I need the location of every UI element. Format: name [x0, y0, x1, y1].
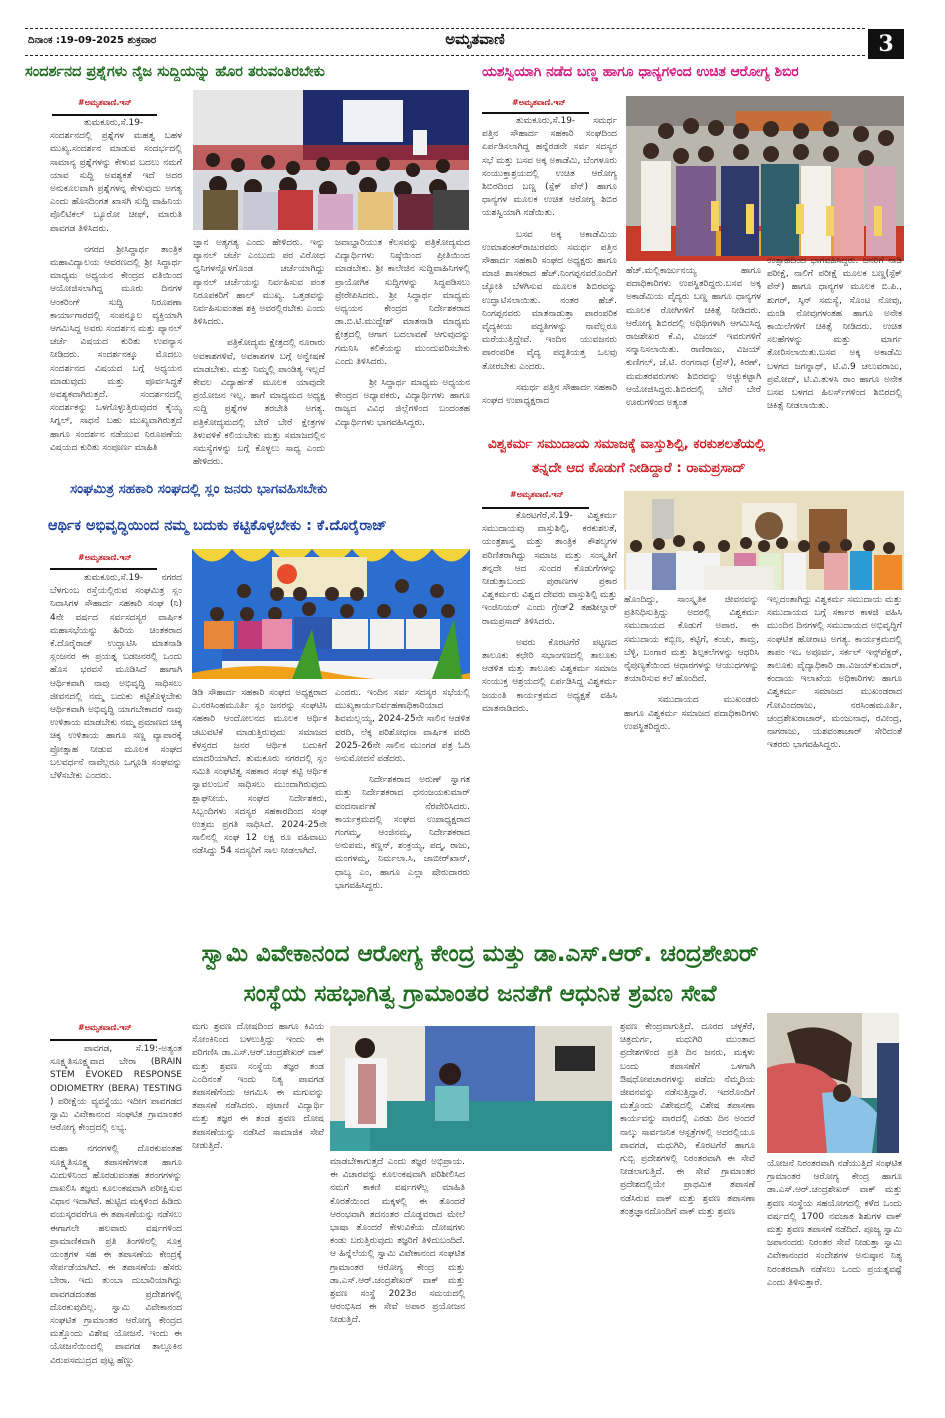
article-column — [192, 1021, 324, 1393]
paragraph: ಸಮರ್ಥ ಪತ್ತಿನ ಸೌಹಾರ್ದ ಸಹಕಾರಿ ಸಂಘದ ಉಪಾಧ್ಯಕ್ಷರಾದ — [482, 382, 617, 407]
headline-sanghamitra: ಆರ್ಥಿಕ ಅಭಿವೃದ್ಧಿಯಿಂದ ನಮ್ಮ ಬದುಕು ಕಟ್ಟಿಕೊಳ್ಳಬೇಕು : ಕೆ.ದೊರೈರಾಜ್ — [48, 518, 387, 534]
paragraph: ಹೆಚ್.ಮಲ್ಲಿಕಾರ್ಜುನಯ್ಯ ಹಾಗೂ ಪದಾಧಿಕಾರಿಗಳು ಉಪಸ್ಥಿತರಿದ್ದರು.ಬಸವ ಅಕ್ಕ ಅಕಾಡೆಮಿಯ ವೈದ್ಯರು ಬಣ್ಣ ಹಾಗೂ ಧಾನ್ಯಗಳ ಮೂಲಕ ರೋಗಿಗಳಿಗೆ ಚಿಕಿತ್ಸೆ ನೀಡಿದರು. ಆರೋಗ್ಯ ಶಿಬಿರದಲ್ಲಿ ಅಧಿಥಿಗಳಾಗಿ ಆಗಮಿಸಿದ್ದ ರಾಜಶೇಖರ ಕೆ.ವಿ, ವಿಜಯ್ ಇವರುಗಳಿಗೆ ಸನ್ಮಾನಿಸಲಾಯಿತು. ರಾಣಿರಾಜು, ವಿಜಯ್ ಕುಣಿಗಲ್, ಜೆ.ಟಿ. ರಂಗನಾಥ (ಪ್ರೆಸ್), ಕಿರಣ್, ಮಮತರವರುಗಳು ಶಿಬಿರವನ್ನು ಅಚ್ಚುಕಟ್ಟಾಗಿ ಆಯೋಜಿಸಿದ್ದರು.ಶಿಬಿರದಲ್ಲಿ ಬೇರೆ ಬೇರೆ ಊರುಗಳಿಂದ ಅತ್ಯಂತ — [626, 266, 761, 409]
article-column — [50, 572, 182, 922]
photo-sanghamitra-meeting — [192, 549, 470, 679]
byline-rule — [52, 114, 157, 116]
paragraph: ತುಮಕೂರು,ಸೆ.19- ನಗರದ ಬೆಳಗುಂಬ ರಸ್ತೆಯಲ್ಲಿರುವ ಸಂಘಮಿತ್ರ ಸ್ಲಂ ನಿವಾಸಿಗಳ ಸೌಹಾರ್ದ ಸಹಕಾರಿ ಸಂಘ (ನಿ) 4ನೇ ವರ್ಷದ ಸರ್ವಸದಸ್ಯರ ವಾರ್ಷಿಕ ಮಹಾಸಭೆಯನ್ನು ಹಿರಿಯ ಚಿಂತಕರಾದ ಕೆ.ದೊರೈರಾಜ್ ಉದ್ಘಾಟಿಸಿ ಮಾತನಾಡಿ ಸ್ಲಂಜನರ ಈ ಪ್ರಯತ್ನ ಬಡಜನರಲ್ಲಿ ಒಂದು ಹೊಸ ಭರವಸೆ ಮೂಡಿಸಿದೆ ಹಾಗಾಗಿ ಆರ್ಥಿಕವಾಗಿ ನಾವು ಅಭಿವೃದ್ಧಿ ಸಾಧಿಸಲು ಜೀವನದಲ್ಲಿ ನಮ್ಮ ಬದುಕು ಕಟ್ಟಿಕೊಳ್ಳಬೇಕು ಆರ್ಥಿಕವಾಗಿ ಅಭಿವೃದ್ಧಿ ಯಾಗಬೇಕಾದರೆ ನಾವು ಉಳಿತಾಯ ಮಾಡಬೇಕು ನಮ್ಮ ಪ್ರಮಾಣದ ಚಿಕ್ಕ ಚಿಕ್ಕ ಉಳಿತಾಯ ಹಾಗೂ ಸಣ್ಣ ವ್ಯಾಪಾರಕ್ಕೆ ಪ್ರೋತ್ಸಾಹ ನೀಡುವ ಮೂಲಕ ಸಂಘದ ಬಲವರ್ಧನೆ ನಾವೆಲ್ಲರೂ ಒಗ್ಗೂಡಿ ಸಂಘವನ್ನು ಬೆಳೆಸಬೇಕು ಎಂದರು. — [50, 573, 182, 782]
paragraph: ಅವರು ಕೊರಟಗೆರೆ ಪಟ್ಟಣದ ತಾಲೂಕು ಕಛೇರಿ ಸಭಾಂಗಣದಲ್ಲಿ ತಾಲೂಕು ಆಡಳಿತ ಮತ್ತು ತಾಲೂಕು ವಿಶ್ವಕರ್ಮ ಸಮಾಜ ಸಂಯುಕ್ತ ಆಶ್ರಯದಲ್ಲಿ ಏರ್ಪಡಿಸಿದ್ದ ವಿಶ್ವಕರ್ಮ ಜಯಂತಿ ಕಾರ್ಯಕ್ರಮದ ಅಧ್ಯಕ್ಷತೆ ವಹಿಸಿ ಮಾತನಾಡಿದರು. — [482, 637, 617, 714]
paragraph: ಯೋಜನೆ ನಿರಂತರವಾಗಿ ನಡೆಯುತ್ತಿದೆ ಸಂಘಟಿತ ಗ್ರಾಮಾಂತರ ಆರೋಗ್ಯ ಕೇಂದ್ರ ಹಾಗೂ ಡಾ.ಎಸ್.ಆರ್.ಚಂದ್ರಶೇಖರ್ ವಾಕ್ ಮತ್ತು ಶ್ರವಣ ಸಂಸ್ಥೆಯ ಸಹಯೋಗದಲ್ಲಿ ಕಳೆದ ಒಂದು ವರ್ಷದಲ್ಲಿ 1700 ನವಜಾತ ಶಿಶುಗಳ ವಾಕ್ ಮತ್ತು ಶ್ರವಣ ತಪಾಸಣೆ ನಡೆದಿದೆ. ಪೂಜ್ಯ ಸ್ವಾಮಿ ಜಪಾನಂದರು ನಿರಂತರ ಸೇವೆ ನೀಡುತ್ತಾ ಸ್ವಾಮಿ ವಿವೇಕಾನಂದರ ಸಂದೇಶಗಳ ಅನುಷ್ಠಾನ ನಿತ್ಯ ನಿರಂತರವಾಗಿ ನಡೆಸಲು ಒಂದು ಪ್ರಯತ್ನವಷ್ಟೆ ಎಂದು ತಿಳಿಸುತ್ತಾರೆ. — [767, 1159, 902, 1288]
paragraph: ಶ್ರವಣ ಕೇಂದ್ರವಾಗುತ್ತಿದೆ. ದೂರದ ಚಳ್ಳಕೆರೆ, ಚಿತ್ರದುರ್ಗ, ಮಧುಗಿರಿ ಮುಂತಾದ ಪ್ರದೇಶಗಳಿಂದ ಪ್ರತಿ ದಿನ ಜನರು, ಮಕ್ಕಳು ಬಂದು ತಪಾಸಣೆಗೆ ಒಳಗಾಗಿ ಔಷಧೋಪಚಾರಗಳನ್ನು ಪಡೆದು ನೆಮ್ಮದಿಯ ಜೀವನವನ್ನು ನಡೆಸುತ್ತಿದ್ದಾರೆ. ಇದರೊಂದಿಗೆ ಮತ್ತೊಂದು ವಿಶೇಷದಲ್ಲಿ ವಿಶೇಷ ತಪಾಸಣಾ ಕಾರ್ಯವನ್ನು ವಾರದಲ್ಲಿ ಎರಡು ದಿನ ಅಂದರೆ ನಾಲ್ಕು ಸಾರ್ವಜನಿಕ ಆಸ್ಪತ್ರೆಗಳಲ್ಲಿ ಅದರಲ್ಲಿಯೂ ಪಾವಗಡ, ಮಧುಗಿರಿ, ಕೊರಟಗೆರೆ ಹಾಗೂ ಗುಬ್ಬಿ ಪ್ರದೇಶಗಳಲ್ಲಿ ನಿರಂತರವಾಗಿ ಈ ಸೇವೆ ನೀಡಲಾಗುತ್ತಿದೆ. ಈ ಸೇವೆ ಗ್ರಾಮಾಂತರ ಪ್ರದೇಶದಲ್ಲಿಯೇ ಪ್ರಾಥಮಿಕ ತಪಾಸಣೆ ನಡೆಸಿರುವ ವಾಕ್ ಮತ್ತು ಶ್ರವಣ ತಪಾಸಣಾ ತಂತ್ರಜ್ಞಾನದೊಂದಿಗೆ ವಾಕ್ ಮತ್ತು ಶ್ರವಣ — [620, 1022, 755, 1217]
byline: #ಅಮೃತವಾಣಿ.ಇನ್ — [510, 490, 564, 499]
article-column — [482, 510, 617, 925]
paragraph: ಬಸವ ಅಕ್ಕ ಅಕಾಡೆಮಿಯ ಉಮಾಶಂಕರ್‌ರಾಜುರವರು ಸಮರ್ಥ ಪತ್ತಿನ ಸೌಹಾರ್ದ ಸಹಕಾರಿ ಸಂಘದ ಅಧ್ಯಕ್ಷರು ಹಾಗೂ ಮಾಜಿ ಶಾಸಕರಾದ ಹೆಚ್.ನಿಂಗಪ್ಪನವರೊಂದಿಗೆ ಜ್ಯೋತಿ ಬೆಳಗಿಸುವ ಮೂಲಕ ಶಿಬಿರವನ್ನು ಉದ್ಘಾಟಿಸಲಾಯಿತು. ನಂತರ ಹೆಚ್. ನಿಂಗಪ್ಪನವರು ಮಾತನಾಡುತ್ತಾ ಪಾರಂಪರಿಕ ವೈದ್ಯಕೀಯ ಪದ್ಧತಿಗಳನ್ನು ನಾವೆಲ್ಲರೂ ಮರೆಯುತ್ತಿದ್ದೇವೆ. ಇಂದಿನ ಯುವಜನರು ಪಾರಂಪರಿಕ ವೈದ್ಯ ಪದ್ಧತಿಯತ್ತ ಒಲವು ತೋರಬೇಕು ಎಂದರು. — [482, 229, 617, 372]
paragraph: ಮಾಡಬೇಕಾಗುತ್ತದೆ ಎಂದು ತಜ್ಞರ ಅಭಿಪ್ರಾಯ. ಈ ವಿಚಾರವನ್ನು ಕೂಲಂಕಷವಾಗಿ ಪರಿಶೀಲಿಸಿದ ನಮಗೆ ಕಾಕಣಿ ವರ್ಷಗಳೆಲ್ಲ ಮಾಹಿತಿ ಕೊರತೆಯಿಂದ ಮಕ್ಕಳಲ್ಲಿ ಈ ತೊಂದರೆ ಆರಂಭವಾಗಿ ತದನಂತರ ದೊಡ್ಡವರಾದ ಮೇಲೆ ಭಾಷಾ ತೊಂದರೆ ಕೇಳುವಿಕೆಯ ದೋಷಗಳು ಕಂಡು ಬರುತ್ತಿರುವುದು ತಜ್ಞರಿಗೆ ತಿಳಿದುಬಂದಿದೆ. ಆ ಹಿನ್ನೆಲೆಯಲ್ಲಿ ಸ್ವಾಮಿ ವಿವೇಕಾನಂದ ಸಂಘಟಿತ ಗ್ರಾಮಾಂತರ ಆರೋಗ್ಯ ಕೇಂದ್ರ ಮತ್ತು ಡಾ.ಎಸ್.ಆರ್.ಚಂದ್ರಶೇಖರ್ ವಾಕ್ ಮತ್ತು ಶ್ರವಣ ಸಂಸ್ಥೆ 2023ರ ಸಮಯದಲ್ಲಿ ಆರಂಭಿಸಿದ ಈ ಸೇವೆ ಅಪಾರ ಪ್ರಯೋಜನ ನೀಡುತ್ತಿದೆ. — [330, 1157, 465, 1326]
paragraph: ತುಮಕೂರು,ಸೆ.19- ಸಂದರ್ಶನದಲ್ಲಿ ಪ್ರಶ್ನೆಗಳ ಮಹತ್ವ ಬಹಳ ಮುಖ್ಯ.ಸಂದರ್ಶನ ಮಾಡುವ ಸಂದರ್ಭದಲ್ಲಿ ಸಾಮಾನ್ಯ ಪ್ರಶ್ನೆಗಳನ್ನು ಕೇಳುವ ಬದಲು ನಮಗೆ ಯಾವ ಸುದ್ದಿ ಅವಶ್ಯಕತೆ ಇದೆ ಅದರ ಅನುಕೂಲವಾಗಿ ಪ್ರಶ್ನೆಗಳನ್ನ ಕೇಳುವುದು ಅಗತ್ಯ ಎಂದು ಹೊಸದಿಂಗತ ಖಾಸಗಿ ಸುದ್ದಿ ವಾಹಿನಿಯ ಪೊಲಿಟಿಕಲ್ ಬ್ಯೂರೋ ಚೀಫ್, ಮಾರುತಿ ಪಾವಗಡ ತಿಳಿಸಿದರು. — [50, 118, 182, 234]
paragraph: ತುಮಕೂರು,ಸೆ.19- ಸಮರ್ಥ ಪತ್ತಿನ ಸೌಹಾರ್ದ ಸಹಕಾರಿ ಸಂಘದಿಂದ ಏರ್ಪಡಿಸಲಾಗಿದ್ದ ಹನ್ನೆರಡನೇ ಸರ್ವ ಸದಸ್ಯರ ಸಭೆ ಮತ್ತು ಬಸವ ಅಕ್ಕ ಅಕಾಡೆಮಿ, ಬೆಂಗಳೂರು ಸಂಯುಕ್ತಾಶ್ರಯದಲ್ಲಿ ಉಚಿತ ಆರೋಗ್ಯ ಶಿಬಿರದಿಂದ ಬಣ್ಣ (ಸ್ಪೆಕ್ ಪೆನ್) ಹಾಗೂ ಧಾನ್ಯಗಳ ಮೂಲಕ ಉಚಿತ ಆರೋಗ್ಯ ಶಿಬಿರ ಯಶಸ್ವಿಯಾಗಿ ನಡೆಯಿತು. — [482, 116, 617, 219]
byline: #ಅಮೃತವಾಣಿ.ಇನ್ — [78, 553, 132, 562]
masthead-bottom-rule — [25, 55, 865, 56]
paragraph: ನಿರ್ದೇಶಕರಾದ ಅರುಣ್ ಸ್ವಾಗತ ಮತ್ತು ನಿರ್ದೇಶಕರಾದ ಧನಂಜಯಕುಮಾರ್ ವಂದನಾರ್ಪಣೆ ನೆರವೇರಿಸಿದರು. ಕಾರ್ಯಕ್ರಮದಲ್ಲಿ ಸಂಘದ ಉಪಾಧ್ಯಕ್ಷರಾದ ಗಂಗಮ್ಮ, ಆಂಜಿನಮ್ಮ, ನಿರ್ದೇಶಕರಾದ ಅನುಪಮ, ಕಣ್ಣನ್, ಶಂಕ್ರಯ್ಯ, ಪದ್ಮ, ರಾಜು, ಮಂಗಳಮ್ಮ, ನಿರ್ಮಲಾ.ಸಿ, ಜಾಬೀರ್‌ಖಾನ್, ಧಾಬ್ಯ ಎಂ, ಹಾಗೂ ಎಲ್ಲಾ ಷೇರುದಾರರು ಭಾಗವಹಿಸಿದ್ದರು. — [335, 775, 470, 891]
article-column — [624, 594, 759, 924]
photo-health-camp-group — [626, 96, 904, 261]
article-column — [50, 1043, 182, 1393]
headline-vishwakarma-line2: ತನ್ನದೇ ಆದ ಕೊಡುಗೆ ನೀಡಿದ್ದಾರೆ : ರಾಮಪ್ರಸಾದ್ — [532, 460, 746, 476]
paragraph: ಪಾವಗಡ, ಸೆ.19:-ಅತ್ಯಂತ ಸೂಕ್ಷ್ಮತಿಸೂಕ್ಷ್ಮವಾದ ಬೇರಾ (BRAIN STEM EVOKED RESPONSE ODIOMETRY (BERA) TESTING ) ಪರೀಕ್ಷೆಯ ವ್ಯವಸ್ಥೆಯು ಇದೀಗ ಪಾವಗಡದ ಸ್ವಾಮಿ ವಿವೇಕಾನಂದ ಸಂಘಟಿತ ಗ್ರಾಮಾಂತರ ಆರೋಗ್ಯ ಕೇಂದ್ರದಲ್ಲಿ ಲಭ್ಯ. — [50, 1044, 182, 1134]
paragraph: ಎಂದರು. ಇಂದಿನ ಸರ್ವ ಸದಸ್ಯರ ಸಭೆಯಲ್ಲಿ ಮುಖ್ಯಕಾರ್ಯನಿರ್ವಹಣಾಧಿಕಾರಿಯಾದ ಶಿವಮಲ್ಲಯ್ಯ, 2024-25ನೇ ಸಾಲಿನ ಆಡಳಿತ ವರದಿ, ಲೆಕ್ಕ ಪರಿಶೋಧನಾ ವಾರ್ಷಿಕ ವರದಿ 2025-26ನೇ ಸಾಲಿನ ಮುಂಗಡ ಪತ್ರ ಓದಿ ಅನುಮೋದನೆ ಪಡೆದರು. — [335, 688, 470, 765]
headline-hearing-line2: ಸಂಸ್ಥೆಯ ಸಹಭಾಗಿತ್ವ ಗ್ರಾಮಾಂತರ ಜನತೆಗೆ ಆಧುನಿಕ ಶ್ರವಣ ಸೇವೆ — [243, 981, 717, 1007]
article-column — [330, 1156, 465, 1393]
photo-vishwakarma-group — [624, 491, 904, 590]
photo-doctor-with-child — [330, 1026, 612, 1151]
article-column — [193, 237, 325, 467]
paragraph: ಜ್ಞಾನ ಅತ್ಯಗತ್ಯ ಎಂದು ಹೇಳಿದರು. ಇನ್ನು ಪ್ಯಾನಲ್ ಚರ್ಚೆ ಎಂಬುದು ಪರ ವಿರೋಧ ಧ್ವನಿಗಳನ್ನೊಳಗೊಂಡ ಚರ್ಚೆಯಾಗಿದ್ದು ಪ್ಯಾನಲ್ ಚರ್ಚೆಯನ್ನು ನಿರ್ವಹಿಸುವ ಪಂತ ನಿರೂಪಕರಿಗೆ ಹಾಲ್ ಮುಖ್ಯ. ಒತ್ತಡವನ್ನು ನಿರ್ವಹಿಸುವಂತಹ ಶಕ್ತಿ ಅವರಲ್ಲಿರಬೇಕು ಎಂದು ತಿಳಿಸಿದರು. — [193, 238, 325, 328]
byline-rule — [482, 507, 589, 509]
article-column — [767, 1158, 902, 1393]
paragraph: ನಗರದ ಶ್ರೀಸಿದ್ಧಾರ್ಥ ತಾಂತ್ರಿಕ ಮಹಾವಿದ್ಯಾಲಯ ಆವರಣದಲ್ಲಿ ಶ್ರೀ ಸಿದ್ಧಾರ್ಥ ಮಾಧ್ಯಮ ಅಧ್ಯಯನ ಕೇಂದ್ರದ ವತಿಯಿಂದ ಆಯೋಜಿಸಲಾಗಿದ್ದ ಮೂರು ದಿನಗಳ ಆಂಕರಿಂಗ್ ಸುದ್ದಿ ನಿರೂಪಣಾ ಕಾರ್ಯಾಗಾರದಲ್ಲಿ ಸಂಪನ್ಮೂಲ ವ್ಯಕ್ತಿಯಾಗಿ ಆಗಮಿಸಿದ್ದ ಅವರು ಸಂದರ್ಶನ ಮತ್ತು ಪ್ಯಾನಲ್ ಚರ್ಚೆ ವಿಷಯದ ಕುರಿತು ಉಪನ್ಯಾಸ ನೀಡಿದರು. ಸಂದರ್ಶನಕ್ಕೂ ಮೊದಲು ಸಂದರ್ಶನದ ವಿಷಯದ ಬಗ್ಗೆ ಅಧ್ಯಯನ ಮಾಡುವುದು ಮತ್ತು ಪೂರ್ವಸಿದ್ಧತೆ ಅವಶ್ಯಕವಾಗಿರುತ್ತದೆ. ಸಂದರ್ಶನದಲ್ಲಿ ಸಂದರ್ಶಕನ್ನು ಒಳಗೊಳ್ಳುತ್ತಿರುವುದರ ಕೈಯ್ಯ ಸಿಗ್ನಲ್, ಸಾಧನೆ ಬಹು ಮುಖ್ಯವಾಗಿರುತ್ತದೆ ಹಾಗೂ ಸಂದರ್ಶನ ನಡೆಯುವ ನಿರೂಪಣೆಯ ವಿಷಯದ ಕುರಿತು ಸಂಪೂರ್ಣ ಮಾಹಿತಿ — [50, 244, 182, 453]
headline-vishwakarma-line1: ವಿಶ್ವಕರ್ಮ ಸಮುದಾಯ ಸಮಾಜಕ್ಕೆ ವಾಸ್ತುಶಿಲ್ಪಿ, ಕರಕುಶಲತೆಯಲ್ಲಿ — [488, 436, 766, 452]
byline-rule — [482, 112, 589, 114]
paragraph: ಸಮುದಾಯದ ಮುಖಂಡರು ಹಾಗೂ ವಿಶ್ವಕರ್ಮ ಸಮಾಜದ ಪದಾಧಿಕಾರಿಗಳು ಉಪಸ್ಥಿತರಿದ್ದರು. — [624, 695, 759, 732]
article-column — [767, 594, 902, 924]
paragraph: ಇಲ್ಲದಂತಾಗಿದ್ದು ವಿಶ್ವಕರ್ಮ ಸಮುದಾಯ ಮತ್ತು ಸಮುದಾಯದ ಬಗ್ಗೆ ಸರ್ಕಾರ ಕಾಳಜಿ ವಹಿಸಿ ಮುಂದಿನ ದಿನಗಳಲ್ಲಿ ಸಮುದಾಯದ ಅಭಿವೃದ್ಧಿಗೆ ಸಂಘಟಿತ ಹೋರಾಟ ಅಗತ್ಯ. ಕಾರ್ಯಕ್ರಮದಲ್ಲಿ ತಾಪಂ ಇಒ ಅಪೂರ್ವ, ಸರ್ಕಲ್ ಇನ್ಸ್‌ಪೆಕ್ಟರ್, ತಾಲೂಕು ವೈದ್ಯಾಧಿಕಾರಿ ಡಾ.ವಿಜಯ್‌ಕುಮಾರ್, ಕಂದಾಯ ಇಲಾಖೆಯ ಅಧಿಕಾರಿಗಳು ಹಾಗೂ ವಿಶ್ವಕರ್ಮ ಸಮಾಜದ ಮುಖಂಡರಾದ ಗೋವಿಂದರಾಜು, ನರಸಿಂಹಮೂರ್ತಿ, ಚಂದ್ರಶೇಖರಾಚಾರ್, ಮಂಜುನಾಥ, ರವೀಂದ್ರ, ನಾಗರಾಜು, ಯಶವಂತಾಚಾರ್ ಸೇರಿದಂತೆ ಇತರರು ಭಾಗವಹಿಸಿದ್ದರು. — [767, 595, 902, 751]
page-number: 3 — [868, 29, 904, 59]
masthead-top-rule — [25, 28, 865, 29]
paragraph: ಹೊಂದಿದ್ದು, ಸಾಂಸ್ಕೃತಿಕ ಜೀವನವನ್ನು ಪ್ರತಿನಿಧಿಸುತ್ತಿದ್ದು ಅದರಲ್ಲಿ ವಿಶ್ವಕರ್ಮ ಸಮುದಾಯದ ಕೊಡುಗೆ ಅಪಾರ. ಈ ಸಮುದಾಯ ಕಬ್ಬಿಣ, ಕಟ್ಟಿಗೆ, ಕಂಚು, ತಾಮ್ರ, ಬೆಳ್ಳಿ, ಬಂಗಾರ ಮತ್ತು ಶಿಲ್ಪಕಲೆಗಳನ್ನು ಆಧರಿಸಿ ನೈಪುಣ್ಯತೆಯಿಂದ ಆಧಾರಗಳನ್ನು ಆಯುಧಗಳನ್ನು ತಯಾರಿಸುವ ಕಲೆ ಹೊಂದಿದೆ. — [624, 595, 759, 685]
headline-press-talk: ಸಂದರ್ಶನದ ಪ್ರಶ್ನೆಗಳು ನೈಜ ಸುದ್ದಿಯನ್ನು ಹೊರ ತರುವಂತಿರಬೇಕು — [25, 64, 325, 80]
headline-health-camp: ಯಶಸ್ವಿಯಾಗಿ ನಡೆದ ಬಣ್ಣ ಹಾಗೂ ಧಾನ್ಯಗಳಿಂದ ಉಚಿತ ಆರೋಗ್ಯ ಶಿಬಿರ — [482, 64, 799, 80]
paragraph: ಮಗು ಶ್ರವಣ ದೋಷದಿಂದ ಹಾಗೂ ಕಿವಿಯ ಸೋಂಕಿನಿಂದ ಬಳಲುತ್ತಿದ್ದು ಇಂದು ಈ ಪರಿಗಣಿಸಿ ಡಾ.ಎಸ್.ಆರ್.ಚಂದ್ರಶೇಖರ್ ವಾಕ್ ಮತ್ತು ಶ್ರವಣ ಸಂಸ್ಥೆಯ ತಜ್ಞರ ತಂಡ ಎಂದಿನಂತೆ ಇಂದು ನಿತ್ಯ ಪಾವಗಡ ತಪಾಸಣೆಗೆಂದು ಆಗಮಿಸಿ ಈ ಮಗುವನ್ನು ತಪಾಸಣೆ ನಡೆಸಿದರು. ಪುಟಾಣಿ ವಿದ್ಯಾರ್ಥಿ ಮತ್ತು ತಜ್ಞರ ಈ ತಂಡ ಶ್ರವಣ ದೋಷ ತಪಾಸಣೆಯನ್ನು ನಡೆಸಿದೆ ಸಾಮಾಜಿಕ ಸೇವೆ ನೀಡುತ್ತಿದೆ. — [192, 1022, 324, 1151]
article-column — [335, 687, 470, 922]
paragraph: ಡಿಡಿ ಸೌಹಾರ್ದ ಸಹಕಾರಿ ಸಂಘದ ಅಧ್ಯಕ್ಷರಾದ ಎ.ನರಸಿಂಹಮೂರ್ತಿ ಸ್ಲಂ ಜನರನ್ನು ಸಂಘಟಿಸಿ ಸಹಕಾರಿ ಆಂದೋಲನದ ಮೂಲಕ ಆರ್ಥಿಕ ಚಟುವಟಿಕೆ ಮಾಡುತ್ತಿರುವುದು ಸಮಾಜದ ಕೆಳಸ್ತರದ ಜನರ ಆರ್ಥಿಕ ಬದುಕಿಗೆ ಮಾದರಿಯಾಗಿದೆ. ತುಮಕೂರು ನಗರದಲ್ಲಿ ಸ್ಲಂ ಸಮಿತಿ ಸಂಘಟಿತ್ವ ಸಹಕಾರ ಸಂಘ ಕಟ್ಟಿ ಆರ್ಥಿಕ ಸ್ವಾವಲಂಬನೆ ಸಾಧಿಸಲು ಮುಂದಾಗಿರುವುದು ಶ್ಲಾಘನೀಯ. ಸಂಘದ ನಿರ್ದೇಶಕರು, ಸಿಬ್ಬಂದಿಗಳು ಸದಸ್ಯರ ಸಹಕಾರದಿಂದ ಸಂಘ ಉತ್ತಮ ಪ್ರಗತಿ ಸಾಧಿಸಿದೆ. 2024-25ನೇ ಸಾಲಿನಲ್ಲಿ ಸಂಘ 12 ಲಕ್ಷ ರೂ ವಹಿವಾಟು ನಡೆಸಿದ್ದು 54 ಸದಸ್ಯರಿಗೆ ಸಾಲ ನೀಡಲಾಗಿದೆ. — [192, 688, 327, 857]
byline-rule — [50, 1039, 157, 1041]
paragraph: ಕೊರಟಗೆರೆ,ಸೆ.19- ವಿಶ್ವಕರ್ಮ ಸಮುದಾಯವು ವಾಸ್ತುಶಿಲ್ಪಿ, ಕರಕುಶಲತೆ, ಯಂತ್ರಶಾಸ್ತ್ರ ಮತ್ತು ತಾಂತ್ರಿಕ ಕೌಶಲ್ಯಗಳ ಪರಿಣಿತರಾಗಿದ್ದು ಸಮಾಜ ಮತ್ತು ಸಂಸ್ಕೃತಿಗೆ ತನ್ನದೇ ಆದ ಸುಂದರ ಕೊಡುಗೆಗಳನ್ನು ನೀಡುತ್ತಾಬಂದು ಪುರಾಣಗಳ ಪ್ರಕಾರ ವಿಶ್ವಕರ್ಮರು ವಿಶ್ವದ ದೇವರು ವಾಸ್ತುಶಿಲ್ಪಿ ಮತ್ತು ಇಂಜಿನಿಯರ್ ಎಂದು ಗ್ರೇಡ್2 ತಹಶೀಲ್ದಾರ್ ರಾಮಪ್ರಸಾದ್ ತಿಳಿಸಿದರು. — [482, 511, 617, 627]
article-column — [192, 687, 327, 922]
article-column — [50, 117, 182, 467]
issue-date: ದಿನಾಂಕ :19-09-2025 ಶುಕ್ರವಾರ — [28, 35, 157, 46]
paragraph: ಜವಾಬ್ದಾರಿಯುತ ಕೆಲಸವನ್ನು ಪತ್ರಿಕೋದ್ಯಮದ ವಿದ್ಯಾರ್ಥಿಗಳು ನಿಷ್ಠೆಯಿಂದ ಪ್ರೀತಿಯಿಂದ ಮಾಡಬೇಕು. ಶ್ರೀ ಕಾಲೇಜಿನ ಸುದ್ದಿವಾಹಿನಿಗಳಲ್ಲಿ ಪ್ರಾಯೋಗಿಕ ಸುದ್ದಿಗಳನ್ನು ಸಿದ್ಧಪಡಿಸಲು ಪ್ರೇರೇಪಿಸಿದರು. ಶ್ರೀ ಸಿದ್ಧಾರ್ಥ ಮಾಧ್ಯಮ ಅಧ್ಯಯನ ಕೇಂದ್ರದ ನಿರ್ದೇಶಕರಾದ ಡಾ.ಬಿ.ಟಿ.ಮುದ್ದೇಶ್ ಮಾತನಾಡಿ ಮಾಧ್ಯಮ ಕ್ಷೇತ್ರದಲ್ಲಿ ಆಗಾಗ ಬದಲಾವಣೆ ಆಗುವುದನ್ನು ಗಮನಿಸಿ ಕಲಿಕೆಯನ್ನು ಮುಂದುವರಿಸಬೇಕು ಎಂದು ತಿಳಿಸಿದರು. — [335, 238, 470, 367]
article-column — [626, 265, 761, 425]
subheadline-sanghamitra: ಸಂಘಮಿತ್ರ ಸಹಕಾರಿ ಸಂಘದಲ್ಲಿ ಸ್ಲಂ ಜನರು ಭಾಗವಹಿಸಬೇಕು — [70, 481, 328, 497]
byline-rule — [50, 568, 157, 570]
paragraph: ಮಹಾ ನಗರಗಳಲ್ಲಿ ದೊರಕುವಂತಹ ಸೂಕ್ಷ್ಮತಿಸೂಕ್ಷ್ಮ ತಪಾಸಣೆಗಳಂತ ಹಾಗೂ ಮಿದುಳಿನಿಂದ ಹೊರಡುವಂತಹ ತರಂಗಗಳನ್ನು ದಾಖಲಿಸಿ ತಜ್ಞರು ಕೂಲಂಕಷವಾಗಿ ಪರೀಕ್ಷಿಸುವ ವಿಧಾನ ಇದಾಗಿದೆ. ಹುಟ್ಟಿದ ಮಕ್ಕಳಿಂದ ಹಿಡಿದು ವಯಸ್ಕರವರೆಗೂ ಈ ತಪಾಸಣೆಯನ್ನು ನಡೆಸಲು ಈಗಾಗಲೇ ಹಲವಾರು ವರ್ಷಗಳಿಂದ ಪ್ರಾಮಾಣಿಕವಾಗಿ ಪ್ರತಿ ತಿಂಗಳಿನಲ್ಲಿ ಸೂಕ್ತ ಯಂತ್ರಗಳ ಸಹ ಈ ತಪಾಸಣೆಯ ಕೇಂದ್ರಕ್ಕೆ ಸೇರ್ಪಡೆಯಾಗಿದೆ. ಈ ತಪಾಸಣೆಯ ಹೆಸರು ಬೇರಾ. ಇದು ತುಂಬಾ ದುಬಾರಿಯಾಗಿದ್ದು ಪಾವಗಡದಂತಹ ಪ್ರದೇಶಗಳಲ್ಲಿ ದೊರಕುವುದಿಲ್ಲ. ಸ್ವಾಮಿ ವಿವೇಕಾನಂದ ಸಂಘಟಿತ ಗ್ರಾಮಾಂತರ ಆರೋಗ್ಯ ಕೇಂದ್ರದ ಮತ್ತೊಂದು ವಿಶೇಷ ಯೋಜನೆ. ಇಂದು ಈ ಯೋಜನೆಯಿಂದಲ್ಲಿ ಪಾವಗಡ ತಾಲ್ಲೂಕಿನ ವಿರುಪಸಮುದ್ರದ ಪುಟ್ಟ ಹೆಣ್ಣು — [50, 1144, 182, 1366]
paragraph: ಶ್ರೀ ಸಿದ್ಧಾರ್ಥ ಮಾಧ್ಯಮ ಅಧ್ಯಯನ ಕೇಂದ್ರದ ಅಧ್ಯಾಪಕರು, ವಿದ್ಯಾರ್ಥಿಗಳು ಹಾಗೂ ರಾಜ್ಯದ ವಿವಿಧ ಜಿಲ್ಲೆಗಳಿಂದ ಬಂದಂತಹ ವಿದ್ಯಾರ್ಥಿಗಳು ಭಾಗವಹಿಸಿದ್ದರು. — [335, 378, 470, 428]
article-column — [482, 115, 617, 425]
byline: #ಅಮೃತವಾಣಿ.ಇನ್ — [78, 98, 132, 107]
photo-seminar-audience — [193, 90, 469, 230]
photo-hearing-test — [767, 1013, 899, 1153]
byline: #ಅಮೃತವಾಣಿ.ಇನ್ — [78, 1023, 132, 1032]
article-column — [335, 237, 470, 467]
paragraph: ಉತ್ಸಾಹದಿಂದ ಭಾಗವಹಿಸಿದ್ದರು. ಜನರಿಗೆ ನಾಡಿ ಪರೀಕ್ಷೆ, ನಾಲಿಗೆ ಪರೀಕ್ಷೆ ಮೂಲಕ ಬಣ್ಣ(ಸ್ಪೆಕ್ ಪೆನ್) ಹಾಗೂ ಧಾನ್ಯಗಳ ಮೂಲಕ ಬಿ.ಪಿ., ಶುಗರ್, ಸ್ಕಿನ್ ಸಮಸ್ಯೆ, ಸೊಂಟ ನೋವು, ಮಂಡಿ ನೋವುಗಳಂತಹ ಹಾಗೂ ಅನೇಕ ಕಾಯಿಲೆಗಳಿಗೆ ಚಿಕಿತ್ಸೆ ನೀಡಿದರು. ಉಚಿತ ಸಲಹೆಗಳನ್ನು ಮತ್ತು ಮಾರ್ಗ ತೋರಿಸಲಾಯಿತು.ಬಸವ ಅಕ್ಕ ಅಕಾಡೆಮಿ ಬಳಗದ ಜಗನ್ನಾಥ್, ಟಿ.ವಿ.9 ಚಲುವರಾಜು, ಪ್ರಮೋದ್, ಟಿ.ವಿ.ತುಳಸಿ ರಾಂ ಹಾಗೂ ಅನೇಕ ಬಸವ ಬಳಗದ ಹಿಲರ್ಸ್‌ಗಳಿಂದ ಶಿಬಿರದಲ್ಲಿ ಚಿಕಿತ್ಸೆ ನೀಡಲಾಯಿತು. — [767, 256, 902, 412]
byline: #ಅಮೃತವಾಣಿ.ಇನ್ — [512, 98, 566, 107]
headline-hearing-line1: ಸ್ವಾಮಿ ವಿವೇಕಾನಂದ ಆರೋಗ್ಯ ಕೇಂದ್ರ ಮತ್ತು ಡಾ.ಎಸ್.ಆರ್. ಚಂದ್ರಶೇಖರ್ — [201, 941, 759, 967]
paragraph: ಪತ್ರಿಕೋದ್ಯಮ ಕ್ಷೇತ್ರದಲ್ಲಿ ನೂರಾರು ಅವಕಾಶಗಳಿವೆ, ಅವಕಾಶಗಳ ಬಗ್ಗೆ ಅನ್ವೇಷಣೆ ಮಾಡಬೇಕು. ಮತ್ತು ನಿಮ್ಮಲ್ಲಿ ಪಾಂಡಿತ್ಯ ಇಲ್ಲದೆ ಕೇವಲ ವಿದ್ಯಾರ್ಹತೆ ಮೂಲಕ ಯಾವುದೇ ಪ್ರಯೋಜನ ಇಲ್ಲ. ಹಾಗೆ ಮಾಧ್ಯಮದ ಅಧ್ಯಕ್ಷ ಸುದ್ದಿ ಪ್ರಶ್ನೆಗಳ ತರಬೇತಿ ಅಗತ್ಯ. ಪತ್ರಿಕೋದ್ಯಮದಲ್ಲಿ ಬೇರೆ ಬೇರೆ ಕ್ಷೇತ್ರಗಳ ತಿಳುವಳಿಕೆ ಕಲಿಯಬೇಕು ಮತ್ತು ಸಮಾಜದಲ್ಲಿನ ಸಮಸ್ಯೆಗಳನ್ನು ಬಗ್ಗೆ ಕೊಳ್ಳಲು ಸಾಧ್ಯ ಎಂದು ಹೇಳಿದರು. — [193, 338, 325, 467]
article-column — [767, 255, 902, 425]
article-column — [620, 1021, 755, 1393]
newspaper-name: ಅಮೃತವಾಣಿ — [445, 30, 505, 48]
